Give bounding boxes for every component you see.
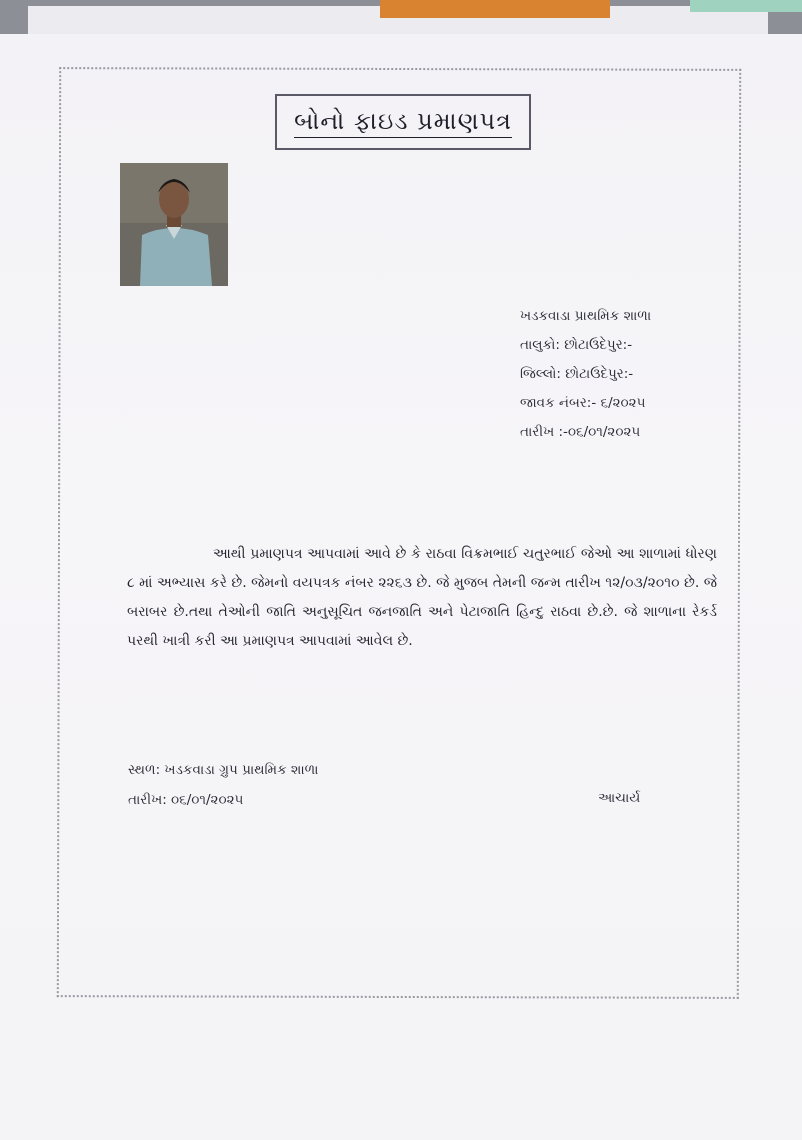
school-address-block [520,302,651,447]
place-line: સ્થળ: ખડકવાડા ગ્રુપ પ્રાથમિક શાળા [128,762,319,778]
body-text: આથી પ્રમાણપત્ર આપવામાં આવે છે કે રાઠવા વિક્રમભાઈ ચતુરભાઈ જેઓ આ શાળામાં ધોરણ ૮ માં અભ્યાસ કરે છે. જેમનો વયપત્રક નંબર ૨૨૬૩ છે. જે મુજબ તેમની જન્મ તારીખ ૧૨/૦૩/૨૦૧૦ છે. જે બરાબર છે.તથા તેઓની જાતિ અનુસૂચિત જનજાતિ અને પેટાજાતિ હિન્દુ રાઠવા છે.છે. જે શાળાના રેકર્ડ પરથી ખાત્રી કરી આ પ્રમાણપત્ર આપવામાં આવેલ છે. [127,546,717,649]
certificate-paper [0,34,802,1140]
title-box [275,94,531,150]
footer-date: તારીખ: ૦૬/૦૧/૨૦૨૫ [128,792,244,808]
taluka: તાલુકો: છોટાઉદેપુર:- [520,337,633,353]
student-photo [120,163,228,286]
school-name: ખડકવાડા પ્રાથમિક શાળા [520,308,652,324]
outward-number: જાવક નંબર:- ૬/૨૦૨૫ [520,395,646,411]
principal-signature-label: આચાર્ય [598,790,641,806]
issue-date: તારીખ :-૦૬/૦૧/૨૦૨૫ [520,424,641,440]
certificate-title: બોનો ફાઇડ પ્રમાણપત્ર [294,107,512,138]
green-paper-edge [690,0,802,12]
certificate-body [127,540,717,656]
district: જિલ્લો: છોટાઉદેપુર:- [520,366,634,382]
orange-paper-edge [380,0,610,18]
